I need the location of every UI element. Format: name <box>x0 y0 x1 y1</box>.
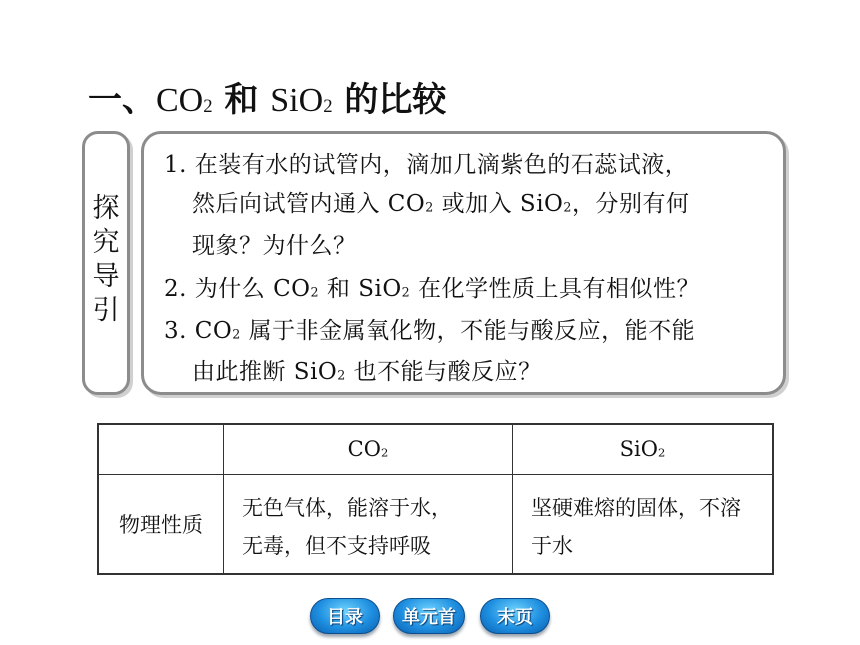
last-page-button[interactable]: 末页 <box>480 598 550 634</box>
question-box <box>141 131 786 395</box>
title-sio2: SiO$_2$ <box>270 82 333 119</box>
inquiry-guide-tab <box>82 131 130 395</box>
comparison-table <box>97 423 774 575</box>
title-and: 和 <box>212 80 271 120</box>
toc-button[interactable]: 目录 <box>310 598 380 634</box>
co2-physical-properties: 无色气体，能溶于水， 无毒，但不支持呼吸 <box>224 474 513 574</box>
table-corner-cell <box>98 424 224 474</box>
section-title <box>88 72 446 121</box>
table-header-row <box>98 424 773 474</box>
title-rest: 的比较 <box>332 80 447 120</box>
question-1-line-2: 然后向试管内通入 $CO_2$ 或加入 SiO$_2$，分别有何 <box>192 191 690 217</box>
question-1-line-3: 现象？为什么？ <box>192 233 357 259</box>
unit-first-button[interactable]: 单元首 <box>393 598 465 634</box>
question-3-line-2: 由此推断 SiO$_2$ 也不能与酸反应？ <box>192 359 542 385</box>
table-row <box>98 474 773 574</box>
title-number: 一、 <box>88 80 156 120</box>
title-co2: $CO_2$ <box>156 82 213 119</box>
inquiry-guide-label: 探究导引 <box>92 193 120 326</box>
question-2: 2. 为什么 $CO_2$ 和 SiO$_2$ 在化学性质上具有相似性？ <box>164 276 701 302</box>
question-1-line-1: 1. 在装有水的试管内，滴加几滴紫色的石蕊试液， <box>164 152 689 178</box>
table-header-sio2: SiO$_2$ <box>513 424 774 474</box>
row-label-physical-properties: 物理性质 <box>98 474 224 574</box>
sio2-physical-properties: 坚硬难熔的固体，不溶 于水 <box>513 474 774 574</box>
question-3-line-1: 3. $CO_2$ 属于非金属氧化物，不能与酸反应，能不能 <box>164 318 696 344</box>
table-header-co2: $CO_2$ <box>224 424 513 474</box>
